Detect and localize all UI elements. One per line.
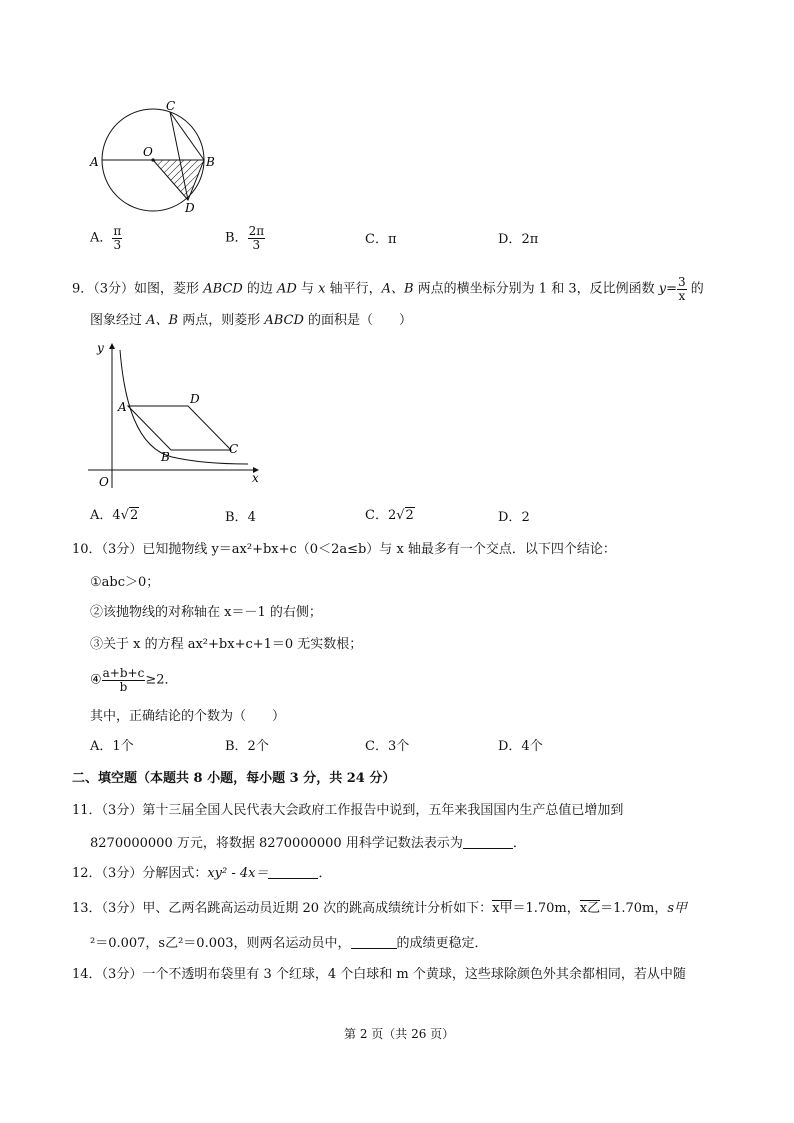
q13-xbar-jia: x甲 — [492, 901, 513, 916]
q10-conclusion-4: ④ $\frac{a+b+c}{b}$ ≥2． — [90, 666, 178, 694]
q8-label-d: D — [185, 201, 195, 215]
q10-stem: 10．（3分）已知抛物线 y＝ax²+bx+c（0＜2a≤b）与 x 轴最多有一个交点．以下四个结论： — [72, 542, 616, 557]
q10-option-d: D．4个 — [498, 739, 543, 754]
q12-line: 12．（3分）分解因式：xy² - 4x＝ ． — [72, 866, 332, 881]
q9-option-c: C．2√2 — [365, 508, 414, 523]
q9-label-d: D — [190, 392, 200, 406]
q8-option-b: B． $\frac{2\pi}{3}$ — [225, 224, 265, 252]
q10-conclusion-3: ③关于 x 的方程 ax²+bx+c+1＝0 无实数根； — [90, 637, 363, 652]
q13-line2: ²＝0.007，s乙²＝0.003，则两名运动员中， 的成绩更稳定． — [90, 936, 488, 951]
q8-option-c: C．π — [365, 232, 397, 247]
q9-label-a: A — [118, 400, 127, 414]
q9-option-a: A．4√2 — [90, 508, 139, 523]
q11-line1: 11．（3分）第十三届全国人民代表大会政府工作报告中说到，五年来我国国内生产总值已增加到 — [72, 803, 624, 818]
q11-answer-blank[interactable] — [463, 836, 513, 849]
q9-option-d: D．2 — [498, 510, 530, 525]
q8-option-a: A． $\frac{\pi}{3}$ — [90, 224, 122, 252]
q10-conclusion-2: ②该抛物线的对称轴在 x＝－1 的右侧； — [90, 605, 322, 620]
q8-label-a: A — [90, 155, 99, 169]
q9-label-x: x — [252, 471, 259, 485]
q12-answer-blank[interactable] — [268, 866, 318, 879]
q13-answer-blank[interactable] — [351, 936, 397, 949]
q13-xbar-yi: x乙 — [579, 901, 601, 916]
q9-label-b: B — [161, 450, 170, 464]
q10-option-b: B．2个 — [225, 739, 269, 754]
q8-circle-figure — [88, 100, 228, 215]
q8-label-c: C — [166, 100, 176, 113]
q14-line1: 14．（3分）一个不透明布袋里有 3 个红球，4 个白球和 m 个黄球，这些球除颜色外其余都相同，若从中随 — [72, 967, 686, 982]
q10-option-a: A．1个 — [90, 739, 134, 754]
page-footer: 第 2 页（共 26 页） — [344, 1027, 455, 1041]
q9-option-b: B．4 — [225, 510, 256, 525]
q9-label-o: O — [99, 475, 109, 489]
q10-question: 其中，正确结论的个数为（ ） — [90, 709, 286, 724]
q9-stem-line1: 9．（3分）如图，菱形 ABCD 的边 AD 与 x 轴平行，A、B 两点的横坐标分别为 1 和 3，反比例函数 y= $\frac{3}{x}$ 的 — [72, 275, 704, 303]
q9-stem-line2: 图象经过 A、B 两点，则菱形 ABCD 的面积是（ ） — [90, 313, 413, 328]
q11-line2: 8270000000 万元，将数据 8270000000 用科学记数法表示为 ． — [90, 836, 526, 851]
q9-label-c: C — [229, 442, 239, 456]
q10-option-c: C．3个 — [365, 739, 410, 754]
q8-label-b: B — [206, 155, 215, 169]
q13-line1: 13．（3分）甲、乙两名跳高运动员近期 20 次的跳高成绩统计分析如下：x甲＝1.70m，x乙＝1.70m，s甲 — [72, 901, 688, 916]
q8-label-o: O — [143, 145, 153, 159]
q9-label-y: y — [97, 341, 104, 355]
q10-conclusion-1: ①abc＞0； — [90, 575, 160, 590]
q9-rhombus-figure — [88, 340, 268, 490]
q8-option-d: D．2π — [498, 232, 539, 247]
section-2-title: 二、填空题（本题共 8 小题，每小题 3 分，共 24 分） — [72, 771, 396, 786]
